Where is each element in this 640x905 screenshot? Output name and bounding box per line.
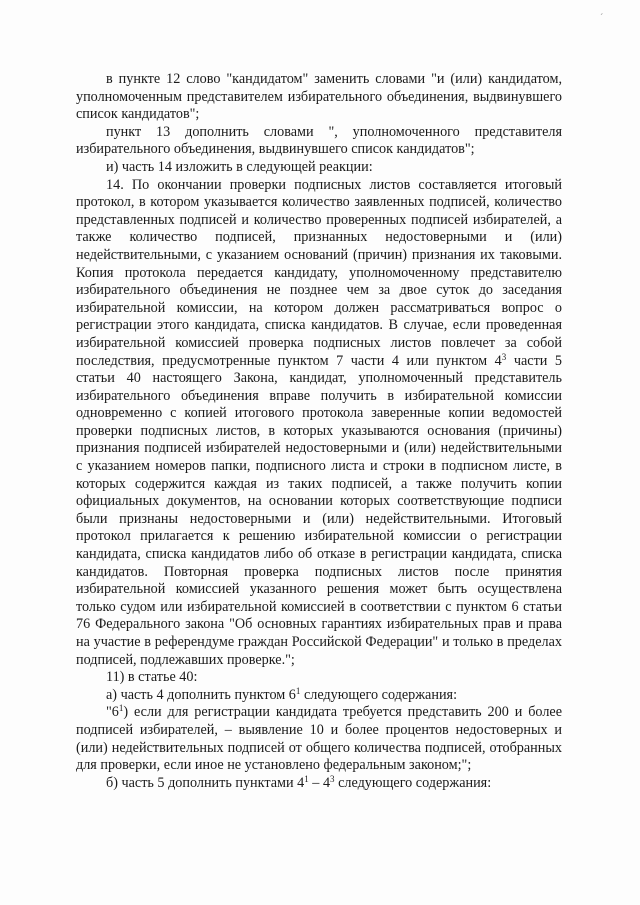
paragraph-point-13-amendment: пункт 13 дополнить словами ", уполномоченного представителя избирательного объединения, выдвинувшего список кандидатов"; xyxy=(76,123,562,158)
paragraph-part-4-supplement xyxy=(76,687,562,705)
point-6-1-text-start: "6 xyxy=(106,704,119,721)
paragraph-part-14-text xyxy=(76,177,562,670)
superscript-1: 1 xyxy=(295,685,301,696)
superscript-3: 3 xyxy=(501,351,507,362)
paragraph-part-5-supplement xyxy=(76,775,562,793)
paragraph-part-14-heading: и) часть 14 изложить в следующей реакции: xyxy=(106,158,373,175)
document-body xyxy=(76,71,562,792)
part-5-text-start: б) часть 5 дополнить пунктами 4 xyxy=(106,774,305,791)
paragraph-point-6-1 xyxy=(76,704,562,774)
part-5-text-middle: – 4 xyxy=(308,774,331,791)
superscript-1: 1 xyxy=(118,703,124,714)
part-4-text-end: следующего содержания: xyxy=(300,686,458,703)
superscript-3: 3 xyxy=(330,773,335,784)
page-corner-mark: ´ xyxy=(600,13,604,24)
part-4-text-start: а) часть 4 дополнить пунктом 6 xyxy=(106,686,296,703)
part-14-text-end: части 5 статьи 40 настоящего Закона, кандидат, уполномоченный представитель избирательного объединения вправе получить в избирательной комиссии одновременно с копией итогового протокола заверенные копии ведомостей проверки подписных листов, в которых указываются основания (причины) признания подписей избирателей недостоверными и (или) недействительными с указанием номеров папки, подписного листа и строки в подписном листе, в которых содержится каждая из таких подписей, а также получить копии официальных документов, на основании которых соответствующие подписи были признаны недостоверными и (или) недействительными. Итоговый протокол прилагается к решению избирательной комиссии о регистрации кандидата, списка кандидатов либо об отказе в регистрации кандидата, списка кандидатов. Повторная проверка подписных листов после принятия избирательной комиссией указанного решения может быть осуществлена только судом или избирательной комиссией в соответствии с пунктом 6 статьи 76 Федерального закона "Об основных гарантиях избирательных прав и права на участие в референдуме граждан Российской Федерации" и только в пределах подписей, подлежавших проверке."; xyxy=(76,352,563,668)
part-14-text-start: 14. По окончании проверки подписных листов составляется итоговый протокол, в котором указывается количество заявленных подписей, количество представленных подписей и количество проверенных подписей избирателей, а также количество подписей, признанных недостоверными и (или) недействительными, с указанием оснований (причин) признания их таковыми. Копия протокола передается кандидату, уполномоченному представителю избирательного объединения не позднее чем за двое суток до заседания избирательной комиссии, на котором должен рассматриваться вопрос о регистрации этого кандидата, списка кандидатов. В случае, если проведенная избирательной комиссией проверка подписных листов повлечет за собой последствия, предусмотренные пунктом 7 части 4 или пунктом 4 xyxy=(76,176,562,369)
paragraph-point-12-amendment: в пункте 12 слово "кандидатом" заменить словами "и (или) кандидатом, уполномоченным представителем избирательного объединения, выдвинувшего список кандидатов"; xyxy=(76,71,562,123)
superscript-1: 1 xyxy=(304,773,309,784)
part-5-text-end: следующего содержания: xyxy=(334,774,492,791)
paragraph-article-40: 11) в статье 40: xyxy=(106,669,198,686)
point-6-1-text-end: ) если для регистрации кандидата требуется представить 200 и более подписей избирателей, – выявление 10 и более процентов недостоверных и (или) недействительных подписей от общего количества подписей, отобранных для проверки, если иное не установлено федеральным законом;"; xyxy=(76,704,562,774)
